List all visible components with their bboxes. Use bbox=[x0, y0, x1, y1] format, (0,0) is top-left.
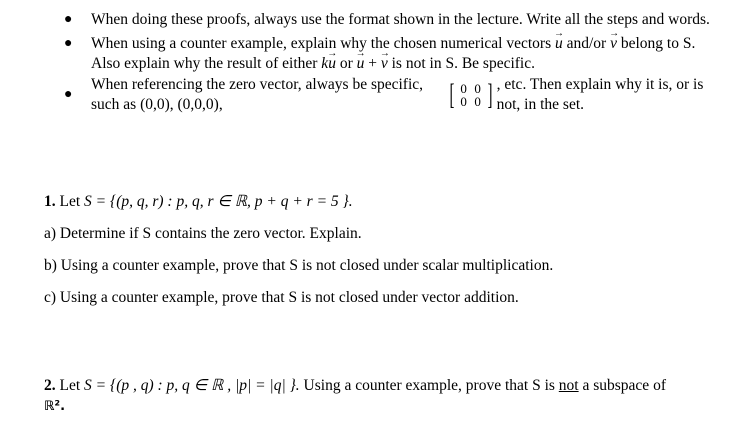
right-bracket: ] bbox=[487, 78, 493, 111]
vector-v: → v bbox=[381, 54, 388, 74]
question-number: 2. bbox=[44, 377, 56, 394]
bullet-text-part: When using a counter example, explain why the chosen numerical vectors bbox=[91, 35, 555, 52]
question-1-part-a: a) Determine if S contains the zero vector. Explain. bbox=[44, 225, 362, 242]
bullet-icon: ● bbox=[64, 36, 73, 51]
question-1 bbox=[44, 192, 724, 320]
bullet-text: When doing these proofs, always use the format shown in the lecture. Write all the steps and words. bbox=[91, 11, 710, 28]
plus-sign: + bbox=[364, 55, 381, 72]
vector-v: → v bbox=[610, 34, 617, 54]
bullet-proof-format bbox=[0, 10, 752, 30]
scalar-k: k bbox=[321, 55, 329, 72]
vector-u: → u bbox=[328, 54, 336, 74]
question-let: Let bbox=[55, 193, 85, 210]
question-1-part-c: c) Using a counter example, prove that S is not closed under vector addition. bbox=[44, 289, 519, 306]
instruction-bullets bbox=[0, 10, 752, 114]
bullet-text-part: belong to S. Also explain why the result of either bbox=[91, 35, 696, 72]
bullet-text-part: or bbox=[335, 55, 357, 72]
question-1-part-b: b) Using a counter example, prove that S is not closed under scalar multiplication. bbox=[44, 257, 554, 274]
matrix-cell: 0 bbox=[460, 81, 467, 96]
vector-u: → u bbox=[357, 54, 365, 74]
left-bracket: [ bbox=[449, 78, 455, 111]
bullet-icon: ● bbox=[64, 12, 73, 27]
real-space: ℝ². bbox=[44, 399, 66, 414]
matrix-cell: 0 bbox=[474, 94, 481, 109]
bullet-text-part: , etc. Then explain why it is, or is not, in the set. bbox=[496, 76, 704, 113]
question-number: 1. bbox=[44, 193, 56, 210]
zero-matrix bbox=[447, 80, 495, 110]
question-text: Using a counter example, prove that S is bbox=[299, 377, 559, 394]
bullet-text-part: is not in S. Be specific. bbox=[387, 55, 535, 72]
bullet-icon: ● bbox=[64, 87, 73, 102]
question-1-header bbox=[44, 192, 724, 212]
matrix-cell: 0 bbox=[474, 81, 481, 96]
bullet-text-part: When referencing the zero vector, always be specific, such as (0,0), (0,0,0), bbox=[91, 76, 424, 113]
underlined-not: not bbox=[558, 377, 579, 394]
bullet-zero-vector bbox=[0, 76, 752, 113]
vector-u: → u bbox=[555, 34, 563, 54]
bullet-counter-example bbox=[0, 34, 752, 74]
set-definition: S = {(p , q) : p, q ∈ ℝ , |p| = |q| }. bbox=[84, 377, 300, 394]
question-let: Let bbox=[55, 377, 85, 394]
question-2 bbox=[44, 376, 724, 417]
question-text: a subspace of bbox=[578, 377, 666, 394]
bullet-text-part: and/or bbox=[562, 35, 611, 52]
set-definition: S = {(p, q, r) : p, q, r ∈ ℝ, p + q + r = 5 }. bbox=[84, 193, 353, 210]
matrix-cell: 0 bbox=[460, 94, 467, 109]
